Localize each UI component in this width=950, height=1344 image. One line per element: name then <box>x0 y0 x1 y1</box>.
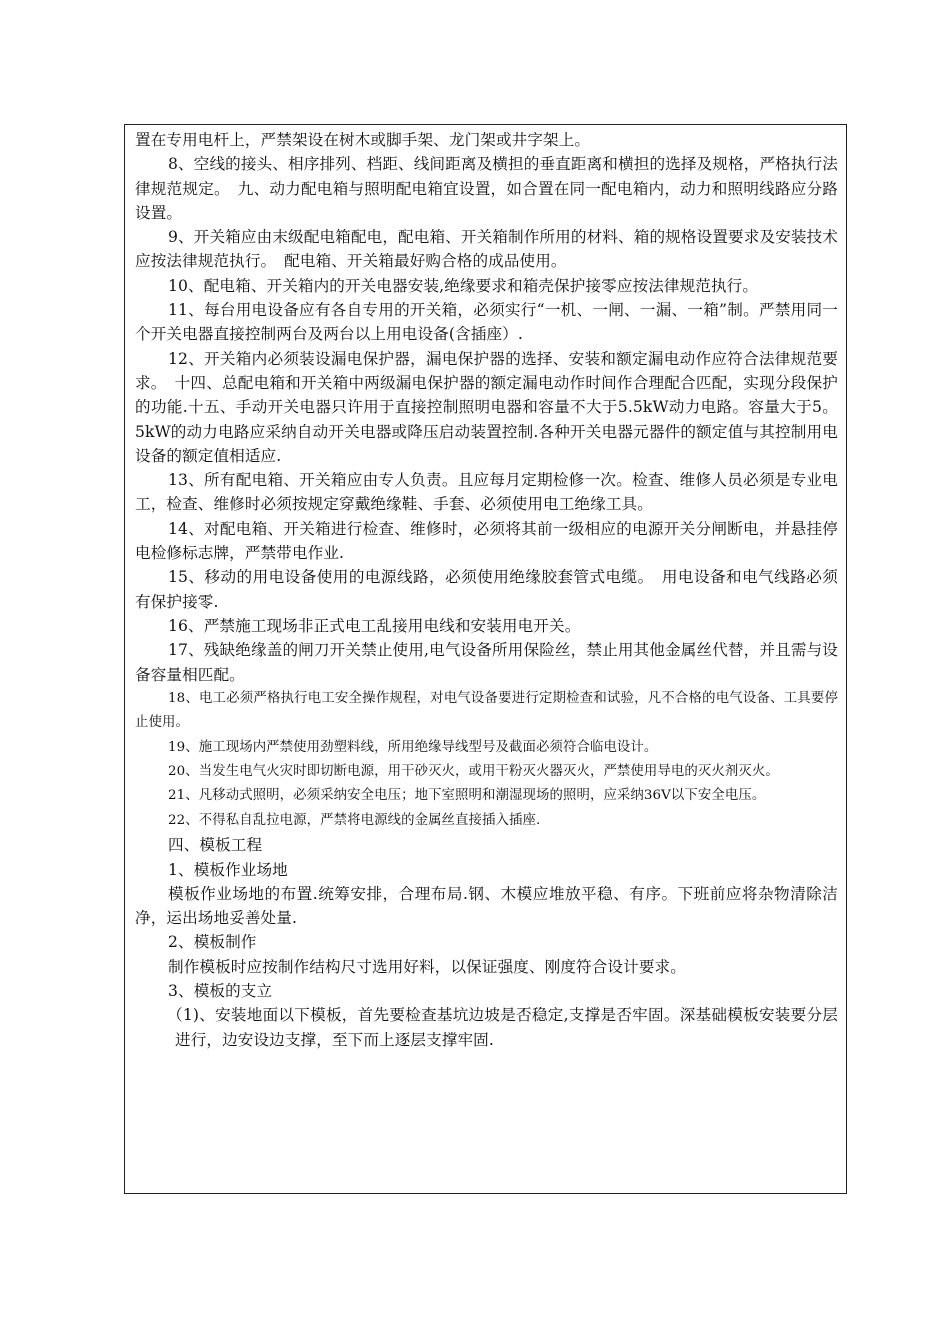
paragraph: 14、对配电箱、开关箱进行检查、维修时，必须将其前一级相应的电源开关分闸断电，并悬挂停电检修标志牌，严禁带电作业. <box>135 519 838 563</box>
subsection-heading: 1、模板作业场地 <box>168 860 288 879</box>
paragraph-small: 21、凡移动式照明，必须采纳安全电压；地下室照明和潮湿现场的照明，应采纳36V以下安全电压。 <box>168 788 766 804</box>
subsection-heading: 2、模板制作 <box>168 933 257 952</box>
paragraph-small: 19、施工现场内严禁使用劲塑料线，所用绝缘导线型号及截面必须符合临电设计。 <box>168 739 658 755</box>
document-body <box>135 128 838 1052</box>
paragraph: 16、严禁施工现场非正式电工乱接用电线和安装用电开关。 <box>168 616 581 635</box>
paragraph-small: 20、当发生电气火灾时即切断电源，用干砂灭火，或用干粉灭火器灭火，严禁使用导电的灭火剂灭火。 <box>168 764 779 780</box>
subsection-heading: 3、模板的支立 <box>168 982 273 1001</box>
paragraph: 制作模板时应按制作结构尺寸选用好料，以保证强度、刚度符合设计要求。 <box>168 957 686 976</box>
paragraph: 13、所有配电箱、开关箱应由专人负责。且应每月定期检修一次。检查、维修人员必须是专业电工，检查、维修时必须按规定穿戴绝缘鞋、手套、必须使用电工绝缘工具。 <box>135 471 838 514</box>
paragraph-small: 18、电工必须严格执行电工安全操作规程，对电气设备要进行定期检查和试验，凡不合格的电气设备、工具要停止使用。 <box>135 690 838 731</box>
paragraph: 模板作业场地的布置.统筹安排，合理布局.钢、木模应堆放平稳、有序。下班前应将杂物清除洁净，运出场地妥善处量. <box>135 884 838 928</box>
paragraph: 10、配电箱、开关箱内的开关电器安装,绝缘要求和箱壳保护接零应按法律规范执行。 <box>168 276 759 295</box>
paragraph: 8、空线的接头、相序排列、档距、线间距离及横担的垂直距离和横担的选择及规格，严格执行法律规范规定。 九、动力配电箱与照明配电箱宜设置，如合置在同一配电箱内，动力和照明线路应分路设置。 <box>135 155 838 222</box>
paragraph: 17、残缺绝缘盖的闸刀开关禁止使用,电气设备所用保险丝，禁止用其他金属丝代替，并且需与设备容量相匹配。 <box>135 641 838 684</box>
paragraph: 15、移动的用电设备使用的电源线路，必须使用绝缘胶套管式电缆。 用电设备和电气线路必须有保护接零. <box>135 568 838 611</box>
paragraph: 9、开关箱应由末级配电箱配电，配电箱、开关箱制作所用的材料、箱的规格设置要求及安装技术应按法律规范执行。 配电箱、开关箱最好购合格的成品使用。 <box>135 228 838 271</box>
paragraph-small: 22、不得私自乱拉电源，严禁将电源线的金属丝直接插入插座. <box>168 812 541 828</box>
page-frame <box>124 124 847 1194</box>
section-heading: 四、模板工程 <box>168 836 263 855</box>
paragraph: 置在专用电杆上，严禁架设在树木或脚手架、龙门架或井字架上。 <box>135 131 591 149</box>
paragraph: 12、开关箱内必须装设漏电保护器，漏电保护器的选择、安装和额定漏电动作应符合法律规范要求。 十四、总配电箱和开关箱中两级漏电保护器的额定漏电动作时间作合理配合匹配，实现分段保护的功能.十五、手动开关电器只许用于直接控制照明电器和容量不大于5.5kW动力电路。容量大于5。5kW的动力电路应采纳自动开关电器或降压启动装置控制.各种开关电器元器件的额定值与其控制用电设备的额定值相适应. <box>135 349 838 465</box>
paragraph: （1)、安装地面以下模板，首先要检查基坑边坡是否稳定,支撑是否牢固。深基础模板安装要分层进行，边安设边支撑，至下而上逐层支撑牢固. <box>167 1006 838 1049</box>
paragraph: 11、每台用电设备应有各自专用的开关箱，必须实行“一机、一闸、一漏、一箱”制。严禁用同一个开关电器直接控制两台及两台以上用电设备(含插座）. <box>135 301 838 344</box>
